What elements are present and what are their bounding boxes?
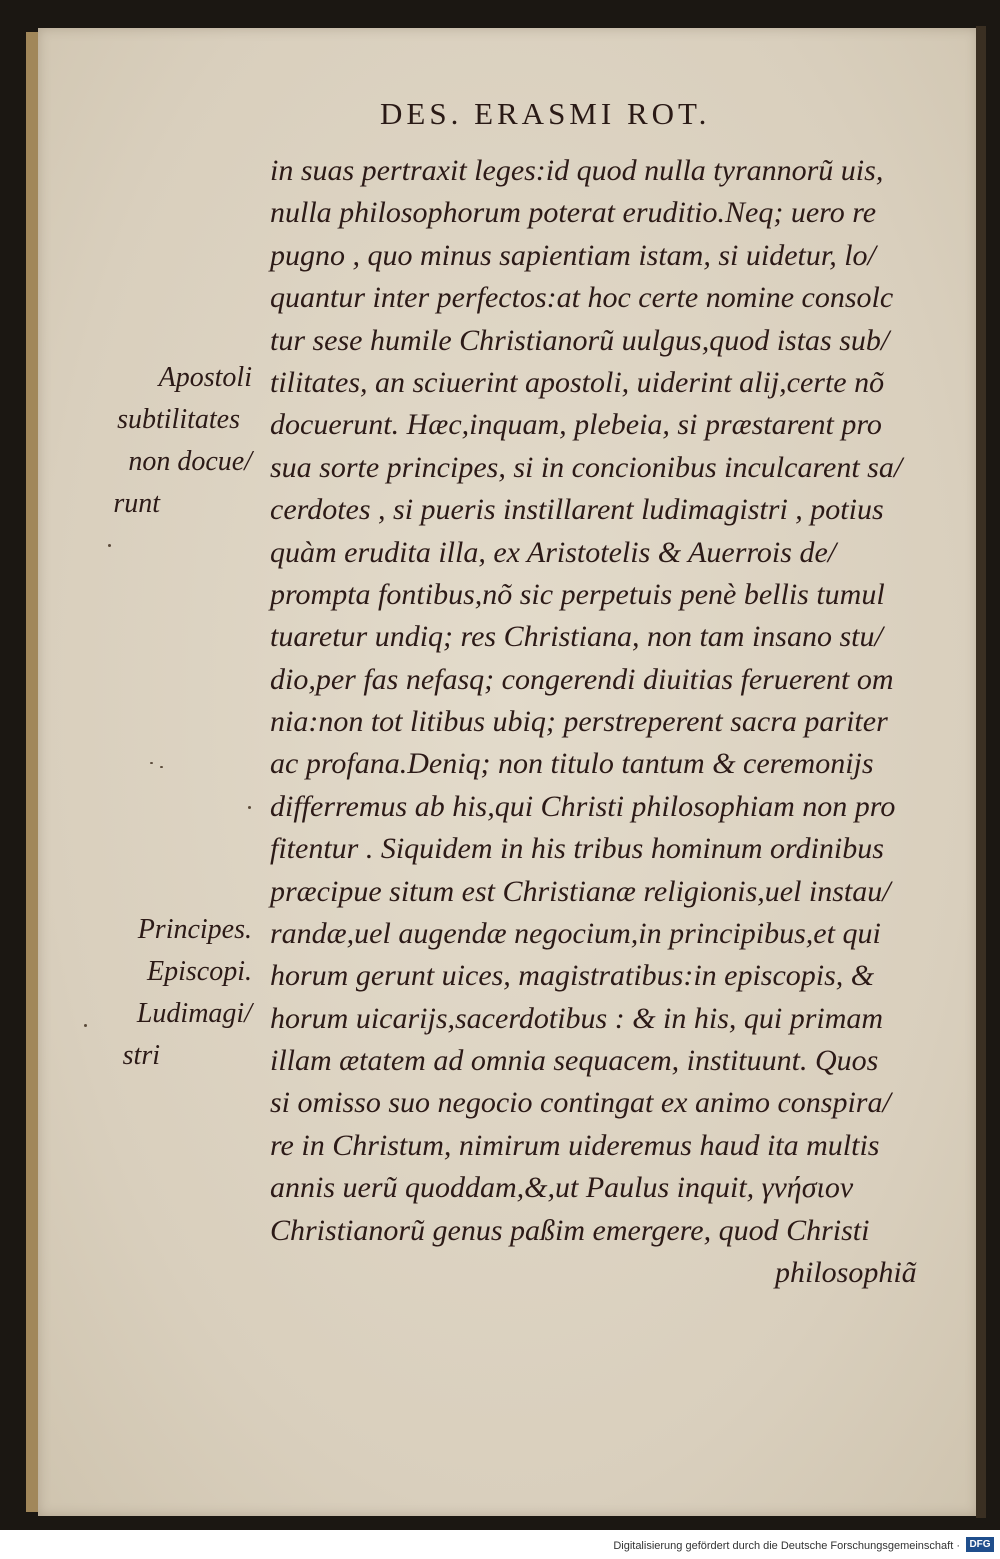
body-line: docuerunt. Hæc,inquam, plebeia, si præstarent pro xyxy=(270,408,882,441)
page-right-edge xyxy=(976,26,986,1518)
body-line: horum uicarijs,sacerdotibus : & in his, qui primam xyxy=(270,1002,884,1035)
body-line: sua sorte principes, si in concionibus inculcarent sa/ xyxy=(270,451,903,484)
ink-speck xyxy=(150,762,153,764)
catchword: philosophiã xyxy=(775,1256,917,1289)
body-line: tur sese humile Christianorũ uulgus,quod istas sub/ xyxy=(270,324,890,357)
margin-note: non docue/ xyxy=(128,446,252,477)
margin-note: Apostoli xyxy=(158,362,252,393)
body-line: si omisso suo negocio contingat ex animo conspira/ xyxy=(270,1086,891,1119)
margin-note: Principes. xyxy=(137,914,252,945)
body-line: re in Christum, nimirum uideremus haud ita multis xyxy=(270,1129,880,1162)
body-line: fitentur . Siquidem in his tribus hominum ordinibus xyxy=(270,832,884,865)
footer-bar xyxy=(0,1530,1000,1559)
margin-note: Ludimagi/ xyxy=(136,998,252,1029)
body-line: differremus ab his,qui Christi philosophiam non pro xyxy=(270,790,896,823)
body-line: nulla philosophorum poterat eruditio.Neq; uero re xyxy=(270,196,877,229)
body-line: ac profana.Deniq; non titulo tantum & ceremonijs xyxy=(270,747,874,780)
footer-credit: Digitalisierung gefördert durch die Deutsche Forschungsgemeinschaft · xyxy=(613,1540,960,1552)
body-line: Christianorũ genus paßim emergere, quod Christi xyxy=(270,1214,870,1247)
running-head: DES. ERASMI ROT. xyxy=(380,96,711,131)
ink-speck xyxy=(248,806,251,809)
margin-note: Episcopi. xyxy=(147,956,252,987)
body-line: in suas pertraxit leges:id quod nulla tyrannorũ uis, xyxy=(270,154,884,187)
body-line: dio,per fas nefasq; congerendi diuitias feruerent om xyxy=(270,663,894,696)
body-line: præcipue situm est Christianæ religionis,uel instau/ xyxy=(270,875,891,908)
body-line: cerdotes , si pueris instillarent ludimagistri , potius xyxy=(270,493,884,526)
body-line: prompta fontibus,nõ sic perpetuis penè bellis tumul xyxy=(270,578,885,611)
body-line: quantur inter perfectos:at hoc certe nomine consolc xyxy=(270,281,894,314)
ink-speck xyxy=(108,544,111,547)
body-line: randæ,uel augendæ negocium,in principibus,et qui xyxy=(270,917,881,950)
body-line: tuaretur undiq; res Christiana, non tam insano stu/ xyxy=(270,620,883,653)
margin-note: runt xyxy=(113,488,160,519)
dfg-logo-icon: DFG xyxy=(966,1537,994,1552)
ink-speck xyxy=(84,1024,87,1027)
body-line: quàm erudita illa, ex Aristotelis & Auerrois de/ xyxy=(270,536,837,569)
body-line: illam ætatem ad omnia sequacem, instituunt. Quos xyxy=(270,1044,879,1077)
body-line: tilitates, an sciuerint apostoli, uiderint alij,certe nõ xyxy=(270,366,885,399)
body-line: annis uerũ quoddam,&,ut Paulus inquit, γνήσιον xyxy=(270,1171,854,1204)
body-line: horum gerunt uices, magistratibus:in episcopis, & xyxy=(270,959,875,992)
ink-speck xyxy=(160,766,163,768)
body-line: pugno , quo minus sapientiam istam, si uidetur, lo/ xyxy=(270,239,876,272)
body-line: nia:non tot litibus ubiq; perstreperent sacra pariter xyxy=(270,705,888,738)
margin-note: stri xyxy=(122,1040,160,1071)
margin-note: subtilitates xyxy=(117,404,240,435)
